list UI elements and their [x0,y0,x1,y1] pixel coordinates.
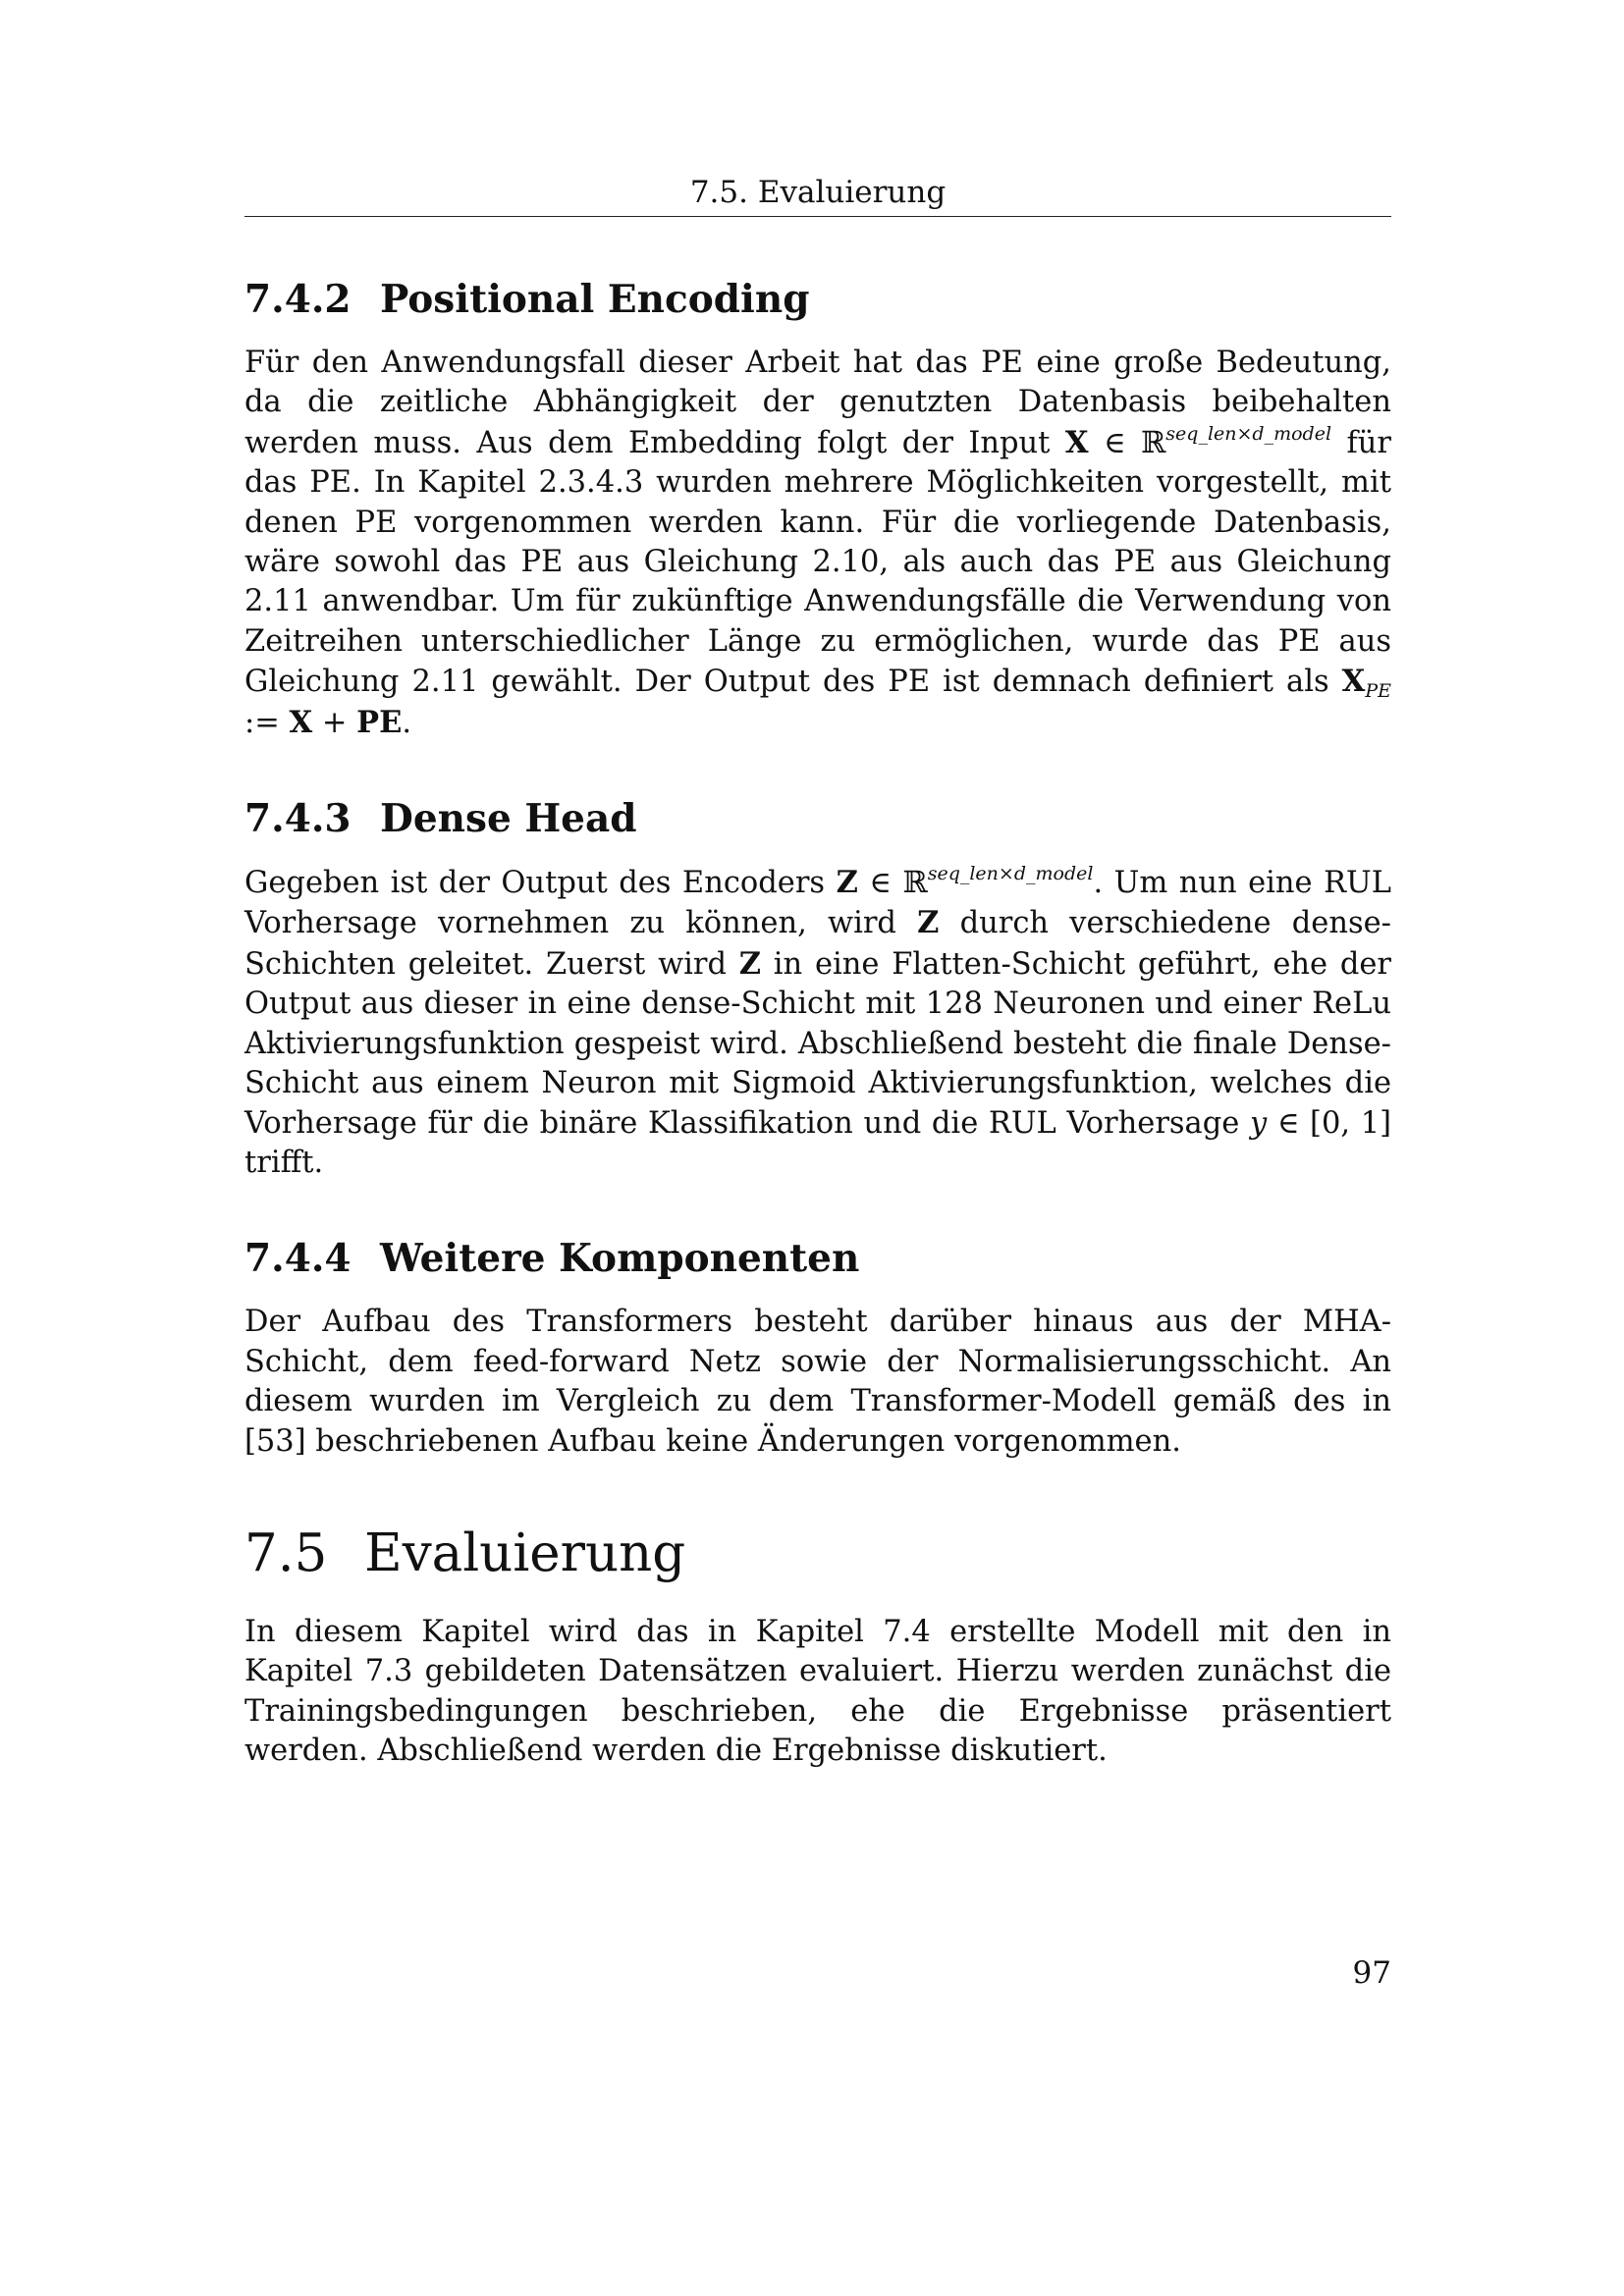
heading-7-4-3 [244,794,1391,843]
page-content [244,275,1391,1772]
math-bold-pe: PE [356,704,403,740]
heading-title: Dense Head [380,796,637,842]
text-run: . Um nun eine RUL Vorhersage vornehmen zu können, wird [244,866,1392,941]
page-number: 97 [1352,1955,1391,1991]
text-run: für das PE. In Kapitel 2.3.4.3 wurden mehrere Möglichkeiten vorgestellt, mit denen PE vorgenommen werden kann. Für die vorliegende Datenbasis, wäre sowohl das PE aus Gleichung 2.10, als auch das PE aus Gleichung 2.11 anwendbar. Um für zukünftige Anwendungsfälle die Verwendung von Zeitreihen unterschiedlicher Länge zu ermöglichen, wurde das PE aus Gleichung 2.11 gewählt. Der Output des PE ist demnach definiert als [244,425,1391,700]
heading-number: 7.4.3 [244,796,352,842]
math-element-of: ∈ ℝ [1088,425,1166,460]
text-run: Für den Anwendungsfall dieser Arbeit hat das PE eine große Bedeutung, da die zeitliche Abhängigkeit der genutzten Datenbasis beibehalten werden muss. Aus dem Embedding folgt der Input [244,346,1391,460]
math-bold-x: X [1064,424,1089,460]
math-bold-x: X [1341,664,1366,700]
heading-7-4-2 [244,275,1391,324]
math-bold-x: X [289,704,313,740]
paragraph-evaluierung: In diesem Kapitel wird das in Kapitel 7.4 erstellte Modell mit den in Kapitel 7.3 gebildeten Datensätzen evaluiert. Hierzu werden zunächst die Trainingsbedingungen beschrieben, ehe die Ergebnisse präsentiert werden. Abschließend werden die Ergebnisse diskutiert. [244,1614,1391,1769]
running-header: 7.5. Evaluierung [689,175,947,210]
math-range: ∈ [0, 1] [1267,1105,1392,1141]
math-dimension-superscript: seq_len×d_model [927,863,1094,885]
heading-title: Evaluierung [364,1522,686,1583]
text-run: trifft. [244,1145,324,1180]
math-plus: + [312,705,357,740]
heading-number: 7.4.2 [244,277,352,322]
math-bold-z: Z [738,945,762,982]
heading-7-5 [244,1522,1391,1585]
text-run: Gegeben ist der Output des Encoders [244,866,837,901]
header-rule [244,216,1391,217]
text-run: durch verschiedene dense-Schichten geleitet. Zuerst wird [244,906,1391,982]
heading-number: 7.5 [244,1522,328,1583]
math-bold-z: Z [917,905,940,941]
heading-title: Weitere Komponenten [380,1236,860,1282]
math-element-of: ∈ ℝ [857,866,928,901]
math-bold-z: Z [836,865,858,901]
math-dimension-superscript: seq_len×d_model [1165,422,1332,445]
paragraph-positional-encoding [244,344,1391,743]
heading-7-4-4 [244,1234,1391,1283]
heading-number: 7.4.4 [244,1236,352,1282]
math-assign: := [244,705,290,740]
paragraph-weitere-komponenten: Der Aufbau des Transformers besteht darüber hinaus aus der MHA-Schicht, dem feed-forward Netz sowie der Normalisierungsschicht. An diesem wurden im Vergleich zu dem Transformer-Modell gemäß des in [53] beschriebenen Aufbau keine Änderungen vorgenommen. [244,1305,1391,1459]
heading-title: Positional Encoding [380,277,810,322]
paragraph-dense-head [244,863,1391,1183]
math-subscript-pe: PE [1365,680,1391,703]
text-run: in eine Flatten-Schicht geführt, ehe der Output aus dieser in eine dense-Schicht mit 128 Neuronen und einer ReLu Aktivierungsfunktion gespeist wird. Abschließend besteht die finale Dense-Schicht aus einem Neuron mit Sigmoid Aktivierungsfunktion, welches die Vorhersage für die binäre Klassifikation und die RUL Vorhersage [244,946,1391,1141]
math-variable-y: y [1249,1105,1268,1141]
text-run: . [402,705,412,740]
